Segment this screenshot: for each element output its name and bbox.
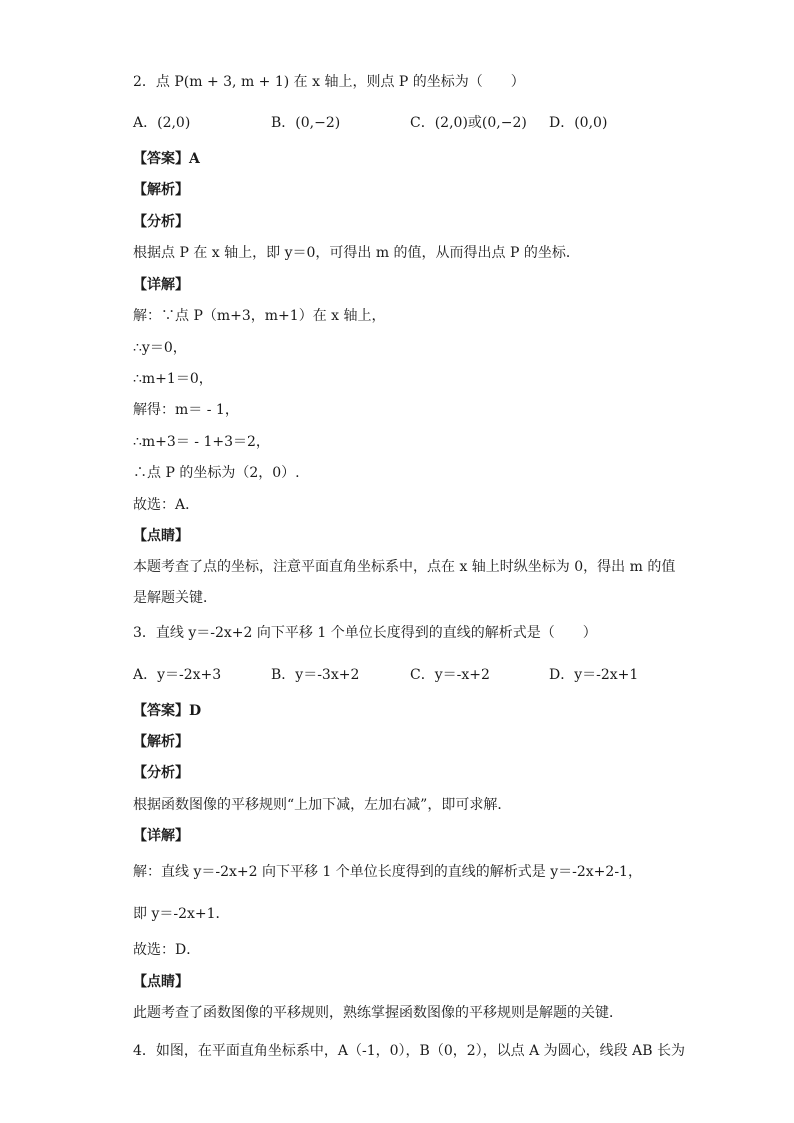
q2-step: ∴y＝0， — [133, 340, 187, 356]
q3-fenxi-heading: 【分析】 — [133, 765, 189, 781]
q2-option-a: A．(2,0) — [133, 115, 191, 131]
q2-step: 解：∵点 P（m+3，m+1）在 x 轴上， — [133, 308, 386, 324]
q2-step: 故选：A． — [133, 497, 200, 513]
q2-step: 解得：m＝ - 1， — [133, 402, 239, 418]
question-3-stem: 3．直线 y＝-2x+2 向下平移 1 个单位长度得到的直线的解析式是（ ） — [133, 625, 597, 641]
q3-option-b: B．y＝-3x+2 — [271, 667, 360, 683]
q3-step: 故选：D． — [133, 942, 201, 958]
q3-dianjing-text: 此题考查了函数图像的平移规则，熟练掌握函数图像的平移规则是解题的关键． — [133, 1005, 623, 1021]
q2-dianjing-heading: 【点睛】 — [133, 528, 189, 544]
q3-jiexi-heading: 【解析】 — [133, 734, 189, 750]
q2-dianjing-text: 本题考查了点的坐标，注意平面直角坐标系中，点在 x 轴上时纵坐标为 0，得出 m 的值 — [133, 559, 676, 575]
q2-xiangjie-heading: 【详解】 — [133, 277, 189, 293]
q2-dianjing-text-cont: 是解题关键． — [133, 590, 217, 606]
q2-fenxi-heading: 【分析】 — [133, 214, 189, 230]
q2-option-b: B．(0,−2) — [271, 115, 341, 131]
q2-step: ∴m+3＝ - 1+3＝2， — [133, 434, 270, 450]
q2-answer: 【答案】A — [133, 151, 200, 167]
q3-answer: 【答案】D — [133, 703, 202, 719]
q3-fenxi-text: 根据函数图像的平移规则“上加下减，左加右减”，即可求解． — [133, 797, 512, 813]
q3-dianjing-heading: 【点睛】 — [133, 974, 189, 990]
q2-step: ∴m+1＝0， — [133, 371, 213, 387]
q3-step: 解：直线 y＝-2x+2 向下平移 1 个单位长度得到的直线的解析式是 y＝-2x+2-1， — [133, 864, 642, 880]
q3-option-c: C．y＝-x+2 — [410, 667, 490, 683]
q2-option-d: D．(0,0) — [549, 115, 608, 131]
q2-option-c: C．(2,0)或(0,−2) — [410, 115, 527, 131]
question-4-stem: 4．如图，在平面直角坐标系中，A（-1，0），B（0，2），以点 A 为圆心，线段 AB 长为 — [133, 1043, 685, 1059]
q2-step: ∴点 P 的坐标为（2，0）. — [133, 465, 300, 481]
q3-option-a: A．y＝-2x+3 — [133, 667, 222, 683]
q2-jiexi-heading: 【解析】 — [133, 182, 189, 198]
q3-option-d: D．y＝-2x+1 — [549, 667, 639, 683]
q2-fenxi-text: 根据点 P 在 x 轴上，即 y＝0，可得出 m 的值，从而得出点 P 的坐标． — [133, 245, 580, 261]
q3-xiangjie-heading: 【详解】 — [133, 828, 189, 844]
question-2-stem: 2．点 P(m + 3, m + 1) 在 x 轴上，则点 P 的坐标为（ ） — [133, 74, 525, 90]
q3-step: 即 y＝-2x+1． — [133, 906, 230, 922]
